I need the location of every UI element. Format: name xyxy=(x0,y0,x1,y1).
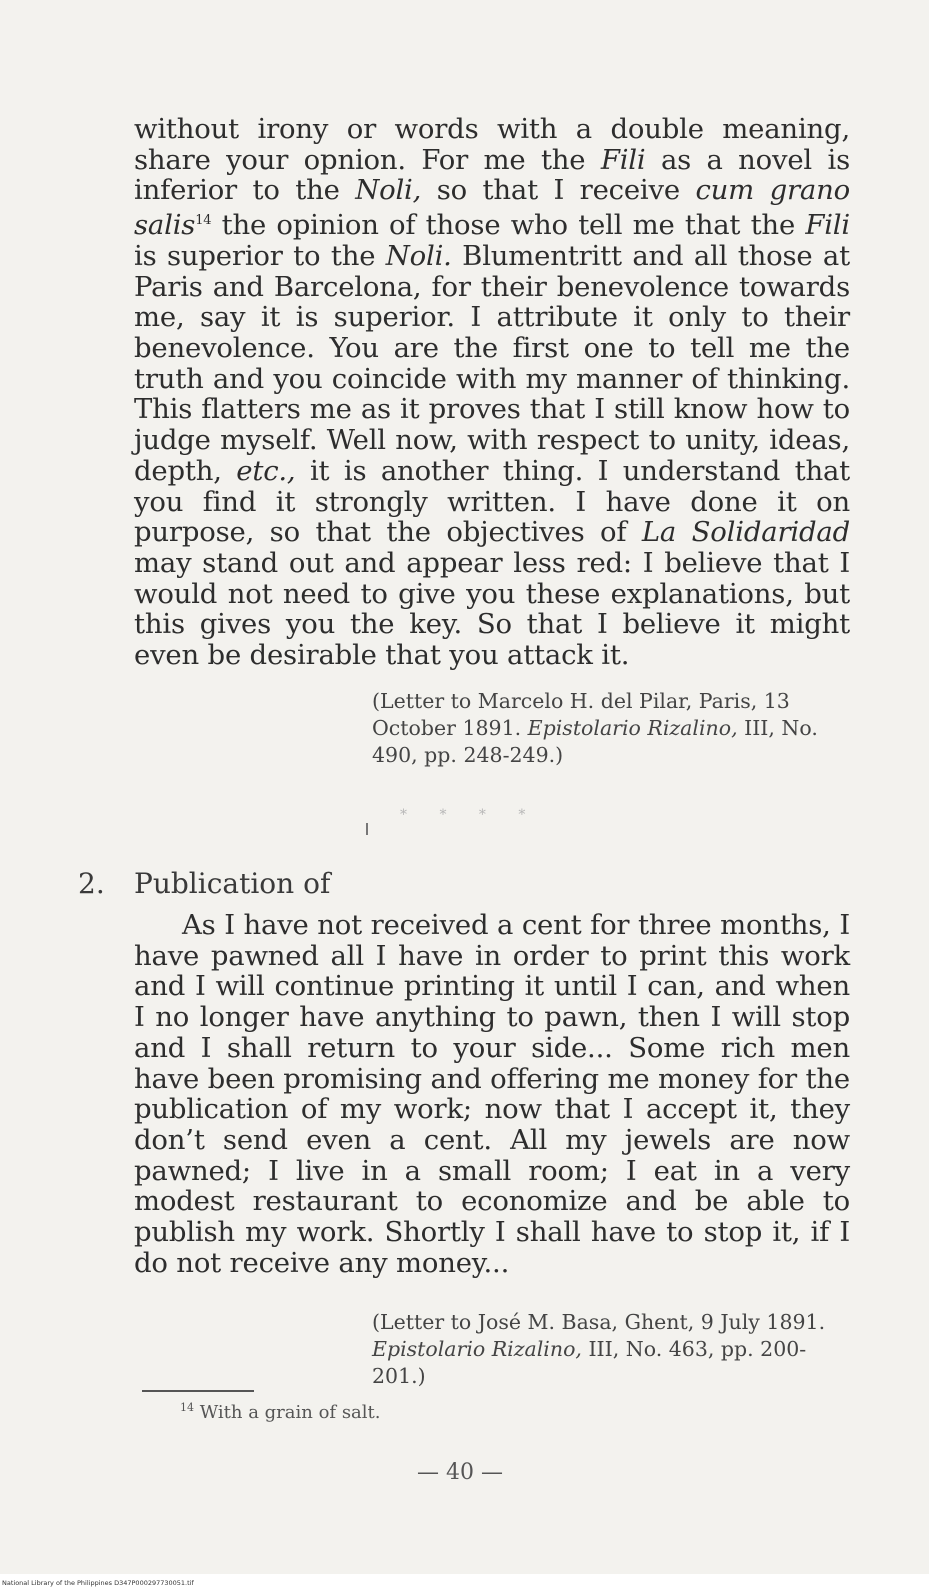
title-noli: Noli, xyxy=(355,174,422,207)
citation-text: III, No. 490, pp. 248-249.) xyxy=(372,716,818,767)
citation-1 xyxy=(372,688,857,769)
citation-work-title: Epistolario Rizalino, xyxy=(372,1337,582,1361)
latin-phrase: cum grano salis xyxy=(134,174,850,242)
footnote-rule xyxy=(142,1390,254,1392)
text-run: so that I receive xyxy=(421,174,696,207)
text-run: the opinion of those who tell me that the xyxy=(211,209,806,242)
text-run: may stand out and appear less red: I believe that I would not need to give you these explanations, but this gives you the key. So that I believe it might even be desirable that you attack it. xyxy=(134,547,850,672)
body-paragraph-2: As I have not received a cent for three months, I have pawned all I have in order to print this work and I will continue printing it until I can, and when I no longer have anything to pawn, then I will stop and I shall return to your side... Some rich men have been promising and offering me money for the publication of my work; now that I accept it, they don’t send even a cent. All my jewels are now pawned; I live in a small room; I eat in a very modest restaurant to economize and be able to publish my work. Shortly I shall have to stop it, if I do not receive any money... xyxy=(134,909,850,1279)
text-run: as a novel is inferior to the xyxy=(134,143,850,207)
footnote xyxy=(180,1401,381,1423)
title-noli: Noli. xyxy=(385,239,452,272)
footnote-mark: 14 xyxy=(180,1401,194,1414)
title-la-solidaridad: La Solidaridad xyxy=(641,516,850,549)
text-run: without irony or words with a double meaning, share your opnion. For me the xyxy=(134,113,850,176)
catalog-line: National Library of the Philippines D347P000297730051.tif xyxy=(2,1579,194,1587)
citation-text: (Letter to José M. Basa, Ghent, 9 July 1891. xyxy=(372,1310,826,1334)
section-heading xyxy=(78,868,330,900)
text-run: is superior to the xyxy=(134,239,386,272)
section-number: 2. xyxy=(78,867,105,900)
citation-text: (Letter to Marcelo H. del Pilar, Paris, 13 October 1891. xyxy=(372,689,790,740)
footnote-text: With a grain of salt. xyxy=(194,1402,381,1423)
title-fili: Fili xyxy=(600,143,646,176)
abbreviation-etc: etc., xyxy=(236,454,296,487)
section-separator: * * * * xyxy=(400,807,540,823)
body-paragraph-1 xyxy=(134,114,850,671)
scan-artifact xyxy=(366,823,368,835)
page-number: — 40 — xyxy=(417,1460,503,1485)
section-title: Publication of xyxy=(134,867,331,900)
footnote-reference: 14 xyxy=(195,213,212,229)
text-run: it is another thing. I understand that you find it strongly written. I have done it on purpose, so that the objectives of xyxy=(134,454,851,549)
title-fili: Fili xyxy=(805,209,850,242)
citation-text: III, No. 463, pp. 200-201.) xyxy=(372,1337,807,1388)
text-run: Blumentritt and all those at Paris and Barcelona, for their benevolence towards me, say it is superior. I attribute it only to their benevolence. You are the first one to tell me the truth and you coincide with my manner of thinking. This flatters me as it proves that I still know how to judge myself. Well now, with respect to unity, ideas, depth, xyxy=(134,239,850,487)
citation-2 xyxy=(372,1309,857,1390)
citation-work-title: Epistolario Rizalino, xyxy=(527,716,738,740)
